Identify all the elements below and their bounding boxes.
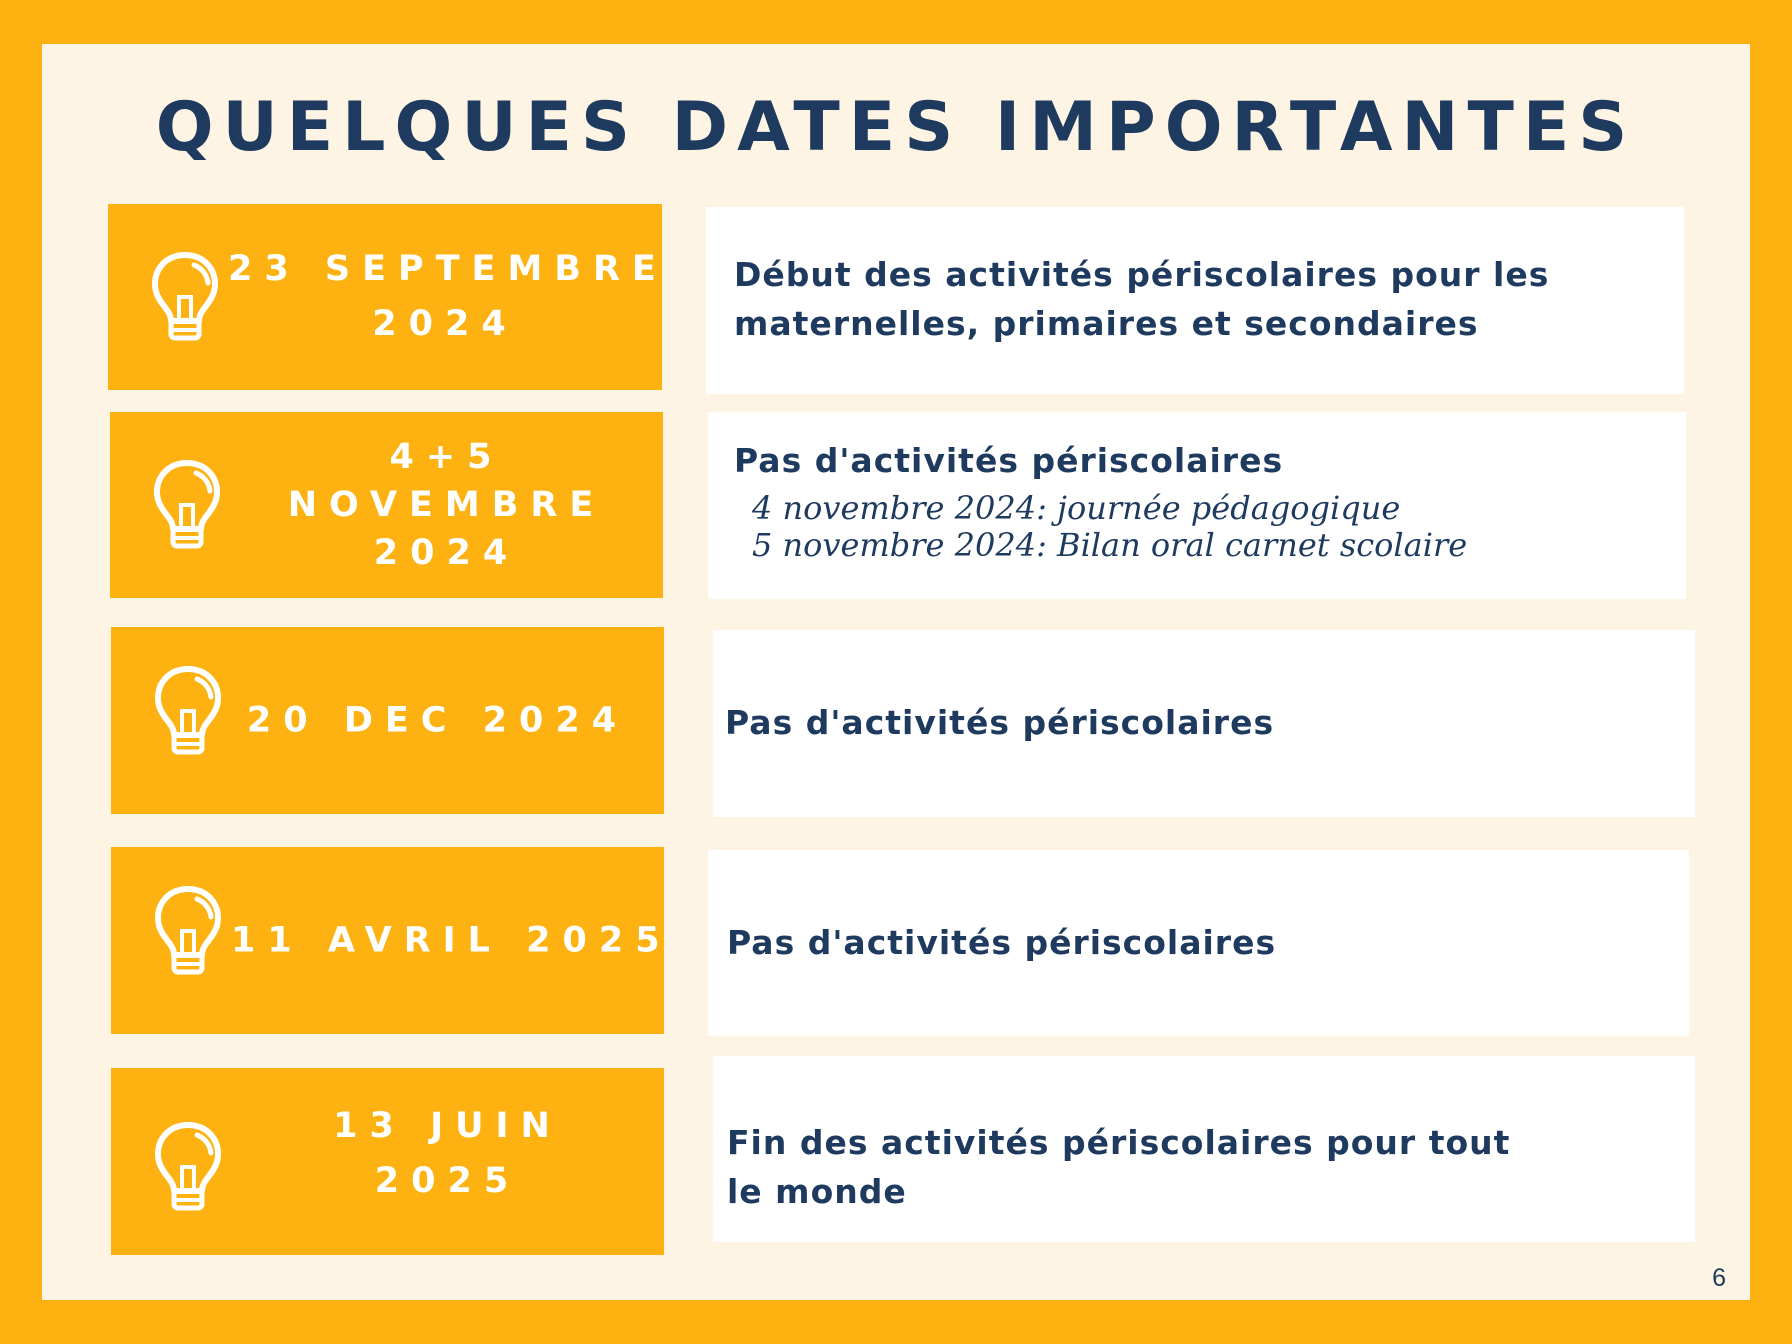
page-number: 6	[1712, 1264, 1726, 1292]
date-box-4	[111, 847, 672, 1034]
description-text: Pas d'activités périscolaires	[727, 923, 1277, 962]
lightbulb-icon	[150, 251, 220, 343]
description-card-1	[706, 207, 1684, 394]
description-card-2	[708, 412, 1686, 599]
date-line: 13 JUIN	[333, 1106, 562, 1147]
description-card-4	[708, 850, 1689, 1036]
page-title: QUELQUES DATES IMPORTANTES	[155, 88, 1637, 167]
date-line: 2024	[372, 304, 518, 344]
date-label	[231, 1099, 664, 1209]
date-line: 4+5	[389, 437, 504, 477]
lightbulb-icon	[153, 1121, 223, 1213]
date-line: 20 DEC 2024	[246, 700, 629, 740]
date-line: 2025	[374, 1161, 521, 1202]
date-box-1	[108, 204, 668, 390]
description-text: Début des activités périscolaires pour les maternelles, primaires et secondaires	[734, 255, 1550, 343]
date-box-5	[111, 1068, 664, 1255]
date-box-3	[111, 627, 664, 814]
date-label	[228, 242, 668, 352]
date-line: NOVEMBRE	[287, 485, 606, 525]
description-text: Pas d'activités périscolaires	[734, 441, 1284, 480]
date-label	[211, 693, 664, 748]
lightbulb-icon	[153, 885, 223, 977]
date-box-2	[110, 412, 663, 598]
description-text: Fin des activités périscolaires pour tout le monde	[727, 1123, 1511, 1211]
lightbulb-icon	[152, 459, 222, 551]
date-line: 23 SEPTEMBRE	[228, 249, 668, 289]
date-label	[231, 913, 672, 968]
date-line: 2024	[373, 533, 520, 573]
description-text: Pas d'activités périscolaires	[725, 703, 1275, 742]
date-line: 11 AVRIL 2025	[231, 920, 672, 960]
date-label	[230, 433, 663, 577]
description-card-3	[713, 630, 1695, 817]
detail-line: 5 novembre 2024: Bilan oral carnet scolaire	[752, 526, 1468, 564]
description-card-5	[713, 1056, 1695, 1242]
detail-line: 4 novembre 2024: journée pédagogique	[752, 489, 1401, 527]
